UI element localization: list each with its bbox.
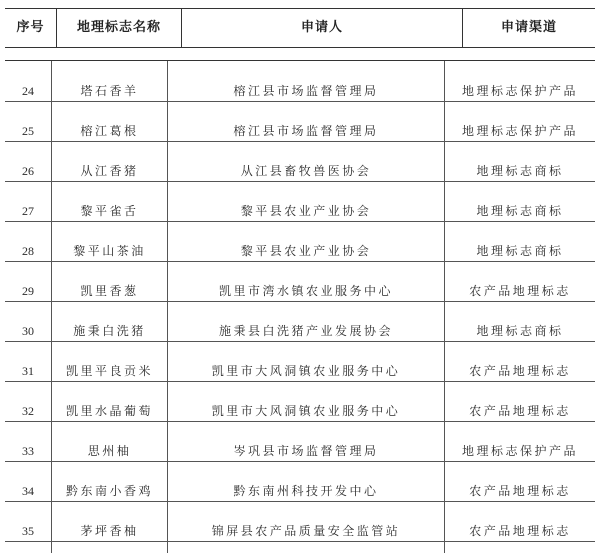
row-number: 27 <box>22 204 34 218</box>
row-name: 茅坪香柚 <box>80 524 139 538</box>
row-applicant: 榕江县市场监督管理局 <box>233 84 379 98</box>
row-applicant: 从江县畜牧兽医协会 <box>240 164 372 178</box>
table-row <box>5 341 595 382</box>
row-number: 34 <box>22 484 34 498</box>
row-number: 32 <box>22 404 34 418</box>
row-name: 榕江葛根 <box>80 124 139 138</box>
row-applicant: 施秉县白洗猪产业发展协会 <box>218 324 393 338</box>
row-name: 黔东南小香鸡 <box>65 484 153 498</box>
row-name: 塔石香羊 <box>80 84 139 98</box>
row-number: 30 <box>22 324 34 338</box>
row-number: 31 <box>22 364 34 378</box>
row-name: 黎平雀舌 <box>80 204 139 218</box>
row-applicant: 凯里市大风洞镇农业服务中心 <box>211 364 401 378</box>
row-channel: 农产品地理标志 <box>469 284 571 298</box>
table-row <box>5 461 595 502</box>
row-applicant: 凯里市大风洞镇农业服务中心 <box>211 404 401 418</box>
table-row <box>5 261 595 302</box>
row-channel: 农产品地理标志 <box>469 404 571 418</box>
header-no: 序号 <box>16 20 45 35</box>
row-channel: 地理标志保护产品 <box>461 124 578 138</box>
row-channel: 地理标志商标 <box>476 204 564 218</box>
row-channel: 农产品地理标志 <box>469 524 571 538</box>
row-number: 35 <box>22 524 34 538</box>
table-row <box>5 421 595 462</box>
data-table <box>5 60 595 553</box>
row-name: 凯里平良贡米 <box>65 364 153 378</box>
header-name: 地理标志名称 <box>76 20 161 35</box>
row-name: 从江香猪 <box>80 164 139 178</box>
table-row <box>5 381 595 422</box>
row-number: 28 <box>22 244 34 258</box>
row-applicant: 榕江县市场监督管理局 <box>233 124 379 138</box>
header-applicant: 申请人 <box>300 20 343 35</box>
row-applicant: 锦屏县农产品质量安全监管站 <box>211 524 401 538</box>
row-number: 26 <box>22 164 34 178</box>
row-channel: 地理标志商标 <box>476 164 564 178</box>
row-number: 29 <box>22 284 34 298</box>
row-name: 思州柚 <box>87 444 132 458</box>
row-channel: 农产品地理标志 <box>469 364 571 378</box>
header-channel: 申请渠道 <box>500 20 557 35</box>
table-row <box>5 101 595 142</box>
row-channel: 地理标志保护产品 <box>461 84 578 98</box>
row-channel: 地理标志商标 <box>476 244 564 258</box>
row-name: 凯里香葱 <box>80 284 139 298</box>
row-applicant: 黔东南州科技开发中心 <box>233 484 379 498</box>
row-applicant: 黎平县农业产业协会 <box>240 244 372 258</box>
row-number: 24 <box>22 84 34 98</box>
row-channel: 地理标志保护产品 <box>461 444 578 458</box>
row-number: 25 <box>22 124 34 138</box>
table-header <box>5 8 595 48</box>
row-name: 黎平山茶油 <box>73 244 146 258</box>
row-name: 凯里水晶葡萄 <box>65 404 153 418</box>
table-row <box>5 501 595 542</box>
table-row <box>5 181 595 222</box>
row-channel: 地理标志商标 <box>476 324 564 338</box>
table-row <box>5 301 595 342</box>
row-number: 33 <box>22 444 34 458</box>
row-name: 施秉白洗猪 <box>73 324 146 338</box>
table-row <box>5 141 595 182</box>
table-row <box>5 221 595 262</box>
row-applicant: 凯里市湾水镇农业服务中心 <box>218 284 393 298</box>
row-applicant: 岑巩县市场监督管理局 <box>233 444 379 458</box>
row-channel: 农产品地理标志 <box>469 484 571 498</box>
row-applicant: 黎平县农业产业协会 <box>240 204 372 218</box>
table-row <box>5 61 595 102</box>
